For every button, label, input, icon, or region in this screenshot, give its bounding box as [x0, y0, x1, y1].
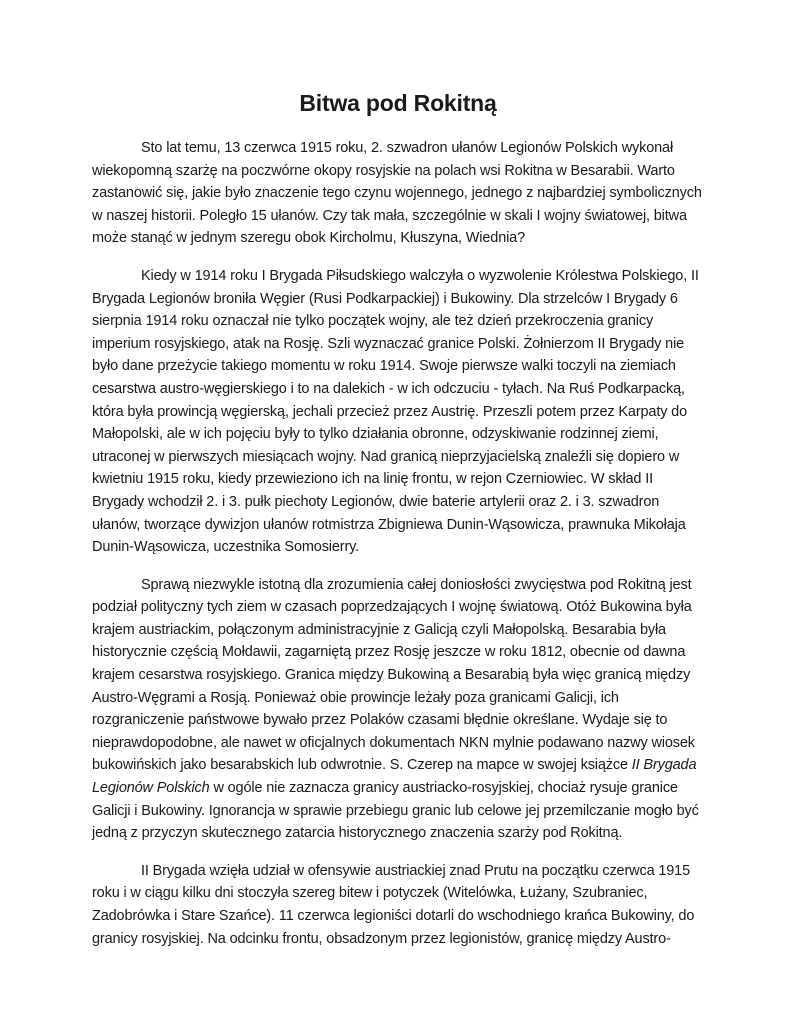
paragraph-3-text-after: w ogóle nie zaznacza granicy austriacko-rosyjskiej, chociaż rysuje granice Galicji i Bukowiny. Ignorancja w sprawie przebiegu granic lub celowe jej przemilczanie mogło być jedną z przyczyn skutecznego zatarcia historycznego znaczenia szarży pod Rokitną.: [92, 780, 699, 842]
paragraph-2: Kiedy w 1914 roku I Brygada Piłsudskiego walczyła o wyzwolenie Królestwa Polskiego, II Brygada Legionów broniła Węgier (Rusi Podkarpackiej) i Bukowiny. Dla strzelców I Brygady 6 sierpnia 1914 roku oznaczał nie tylko początek wojny, ale też dzień przekroczenia granicy imperium rosyjskiego, atak na Rosję. Szli wyznaczać granice Polski. Żołnierzom II Brygady nie było dane przeżycie takiego momentu w roku 1914. Swoje pierwsze walki toczyli na ziemiach cesarstwa austro-węgierskiego i to na dalekich - w ich odczuciu - tyłach. Na Ruś Podkarpacką, która była prowincją węgierską, jechali przecież przez Austrię. Przeszli potem przez Karpaty do Małopolski, ale w ich pojęciu były to tylko działania obronne, odzyskiwanie rodzinnej ziemi, utraconej w pierwszych miesiącach wojny. Nad granicą nieprzyjacielską znaleźli się dopiero w kwietniu 1915 roku, kiedy przewieziono ich na linię frontu, w rejon Czerniowiec. W skład II Brygady wchodził 2. i 3. pułk piechoty Legionów, dwie baterie artylerii oraz 2. i 3. szwadron ułanów, tworzące dywizjon ułanów rotmistrza Zbigniewa Dunin-Wąsowicza, prawnuka Mikołaja Dunin-Wąsowicza, uczestnika Somosierry.: [92, 267, 699, 556]
document-title: Bitwa pod Rokitną: [299, 90, 497, 116]
paragraph-3: [92, 574, 704, 845]
paragraph-1: Sto lat temu, 13 czerwca 1915 roku, 2. szwadron ułanów Legionów Polskich wykonał wiekopomną szarżę na poczwórne okopy rosyjskie na polach wsi Rokitna w Besarabii. Warto zastanowić się, jakie było znaczenie tego czynu wojennego, jednego z najbardziej symbolicznych w naszej historii. Poległo 15 ułanów. Czy tak mała, szczególnie w skali I wojny światowej, bitwa może stanąć w jednym szeregu obok Kircholmu, Kłuszyna, Wiednia?: [92, 140, 702, 247]
document-page: [92, 90, 704, 965]
paragraph-3-text-before: Sprawą niezwykle istotną dla zrozumienia całej doniosłości zwycięstwa pod Rokitną jest podział polityczny tych ziem w czasach poprzedzających I wojnę światową. Otóż Bukowina była krajem austriackim, połączonym administracyjnie z Galicją czyli Małopolską. Besarabia była historycznie częścią Mołdawii, zagarniętą przez Rosję jeszcze w roku 1812, obecnie od dawna krajem cesarstwa rosyjskiego. Granica między Bukowiną a Besarabią była więc granicą między Austro-Węgrami a Rosją. Ponieważ obie prowincje leżały poza granicami Galicji, ich rozgraniczenie państwowe bywało przez Polaków czasami błędnie określane. Wydaje się to nieprawdopodobne, ale nawet w oficjalnych dokumentach NKN mylnie podawano nazwy wiosek bukowińskich jako besarabskich lub odwrotnie. S. Czerep na mapce w swojej książce: [92, 576, 695, 774]
paragraph-4: II Brygada wzięła udział w ofensywie austriackiej znad Prutu na początku czerwca 1915 roku i w ciągu kilku dni stoczyła szereg bitew i potyczek (Witelówka, Łużany, Szubraniec, Zadobrówka i Stare Szańce). 11 czerwca legioniści dotarli do wschodniego krańca Bukowiny, do granicy rosyjskiej. Na odcinku frontu, obsadzonym przez legionistów, granicę między Austro-: [92, 862, 695, 947]
book-title-italic: II Brygada Legionów Polskich: [92, 757, 697, 797]
